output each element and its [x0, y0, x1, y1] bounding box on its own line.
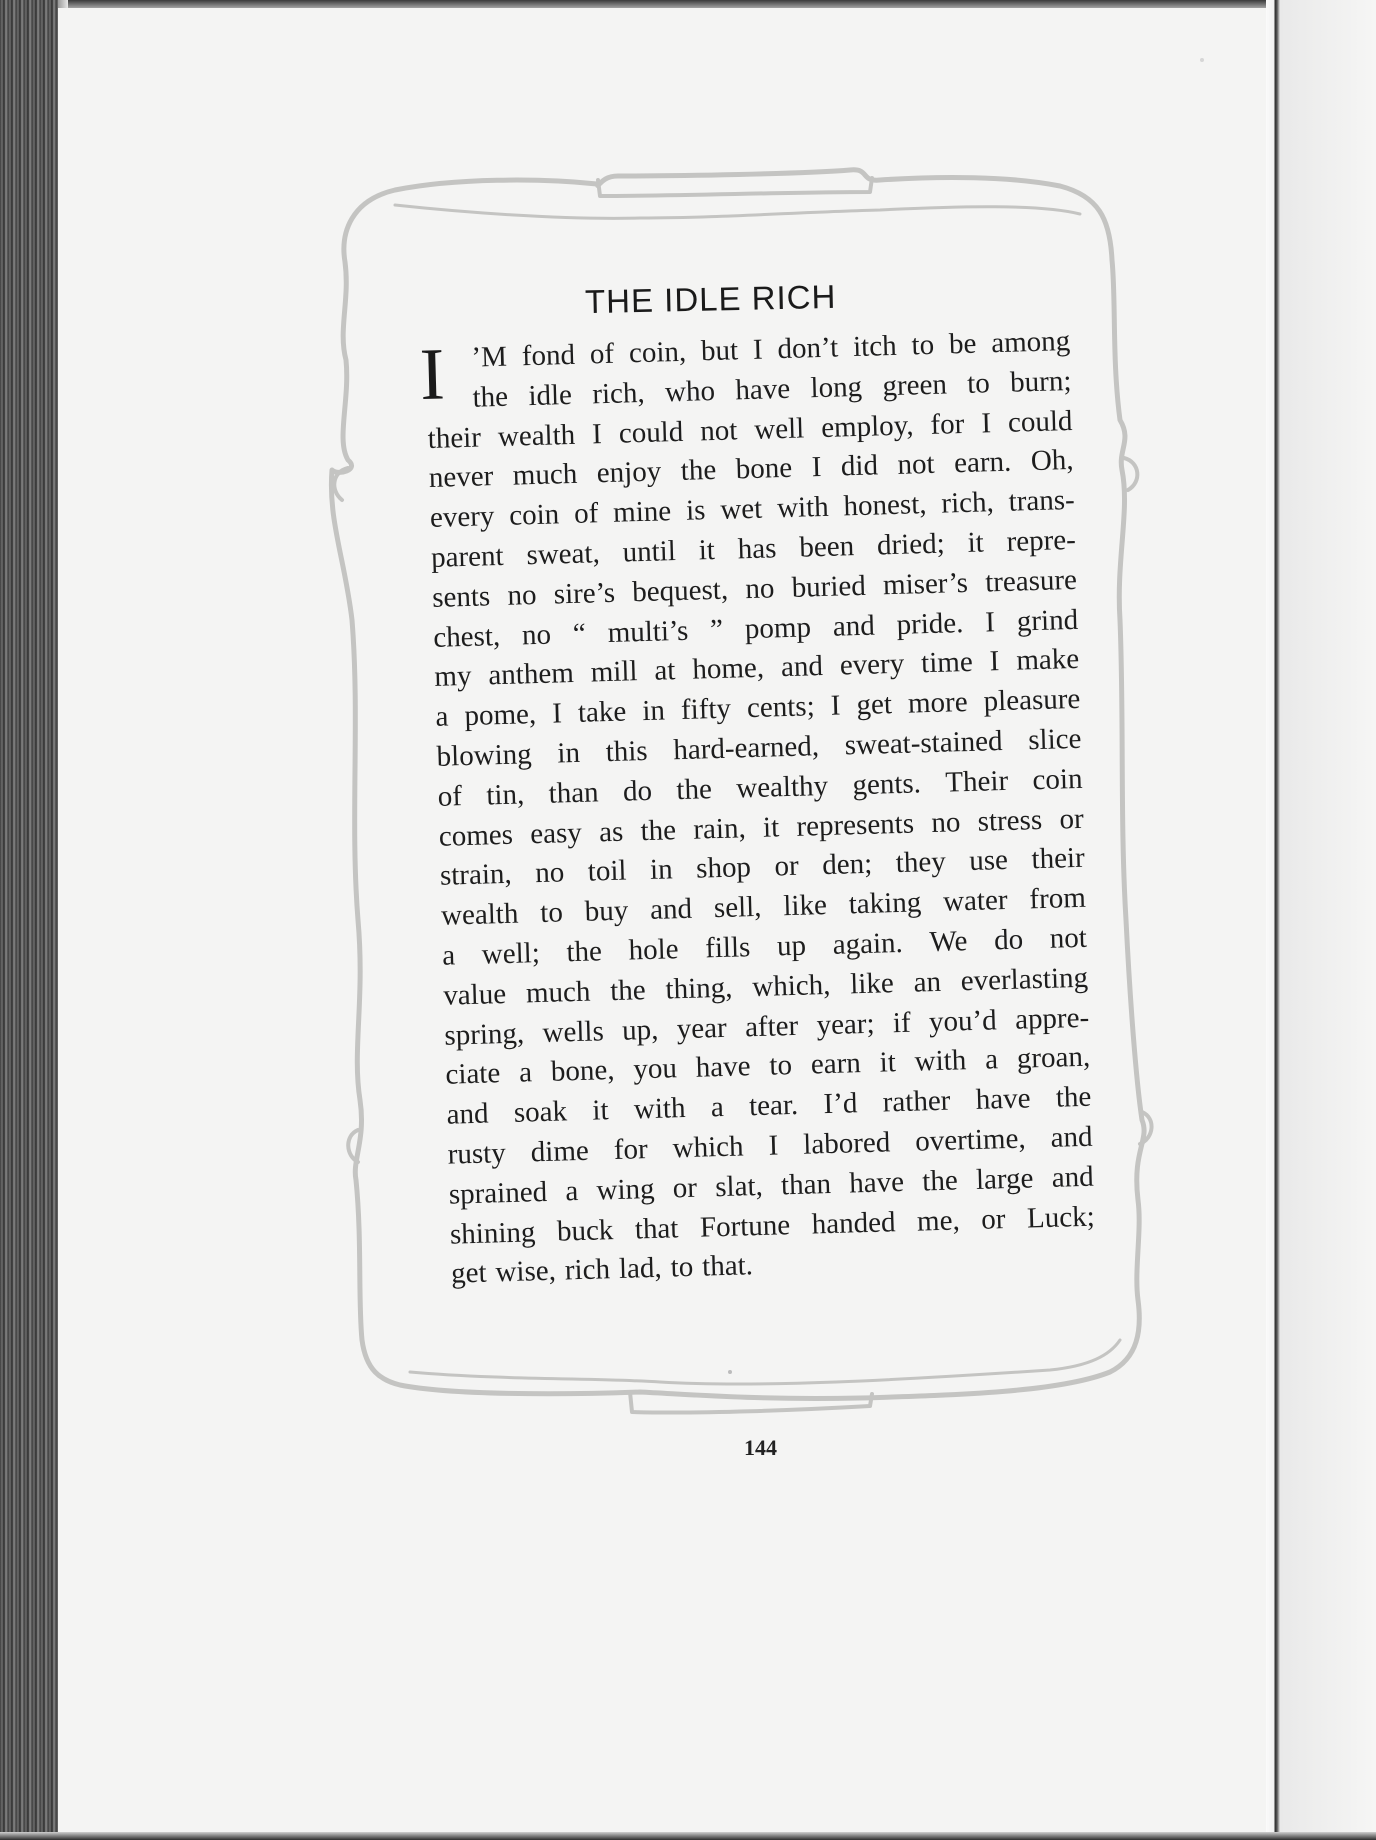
text-line: get wise, rich lad, to that. — [450, 1249, 754, 1290]
text-line: a well; the hole fills up again. We do not — [441, 921, 1088, 972]
text-line: sents no sire’s bequest, no buried miser’s treasure — [431, 563, 1078, 614]
text-line: chest, no “ multi’s ” pomp and pride. I grind — [432, 603, 1079, 654]
text-line: the idle rich, who have long green to burn; — [472, 364, 1072, 414]
text-line: of tin, than do the wealthy gents. Their coin — [437, 762, 1083, 813]
page-title: THE IDLE RICH — [584, 277, 837, 321]
text-line: their wealth I could not well employ, for I could — [427, 404, 1073, 455]
text-line: strain, no toil in shop or den; they use their — [439, 842, 1086, 893]
text-line: sprained a wing or slat, than have the large and — [448, 1160, 1094, 1211]
text-line: ciate a bone, you have to earn it with a groan, — [445, 1041, 1091, 1092]
paper-speck — [728, 1370, 732, 1374]
text-line: and soak it with a tear. I’d rather have the — [446, 1080, 1092, 1131]
text-line: rusty dime for which I labored overtime, and — [447, 1120, 1093, 1171]
text-line: value much the thing, which, like an everlasting — [442, 961, 1089, 1012]
text-line: never much enjoy the bone I did not earn. Oh, — [428, 444, 1075, 495]
text-line: every coin of mine is wet with honest, rich, trans- — [429, 484, 1076, 535]
text-line: spring, wells up, year after year; if you’d appre- — [443, 1001, 1090, 1052]
text-line: wealth to buy and sell, like taking water from — [440, 881, 1087, 932]
text-line: blowing in this hard-earned, sweat-stained slice — [436, 722, 1082, 773]
text-line: shining buck that Fortune handed me, or Luck; — [449, 1200, 1096, 1251]
page-number: 144 — [744, 1435, 777, 1460]
text-line: a pome, I take in fifty cents; I get more pleasure — [435, 683, 1081, 734]
text-line: parent sweat, until it has been dried; it repre- — [430, 523, 1077, 574]
drop-cap: I — [418, 333, 446, 417]
text-line: comes easy as the rain, it represents no stress or — [438, 802, 1085, 853]
paper-speck — [1200, 58, 1204, 62]
text-line: ’M fond of coin, but I don’t itch to be among — [471, 324, 1071, 374]
text-line: my anthem mill at home, and every time I make — [433, 643, 1080, 694]
poem-text-block — [418, 322, 1096, 1295]
